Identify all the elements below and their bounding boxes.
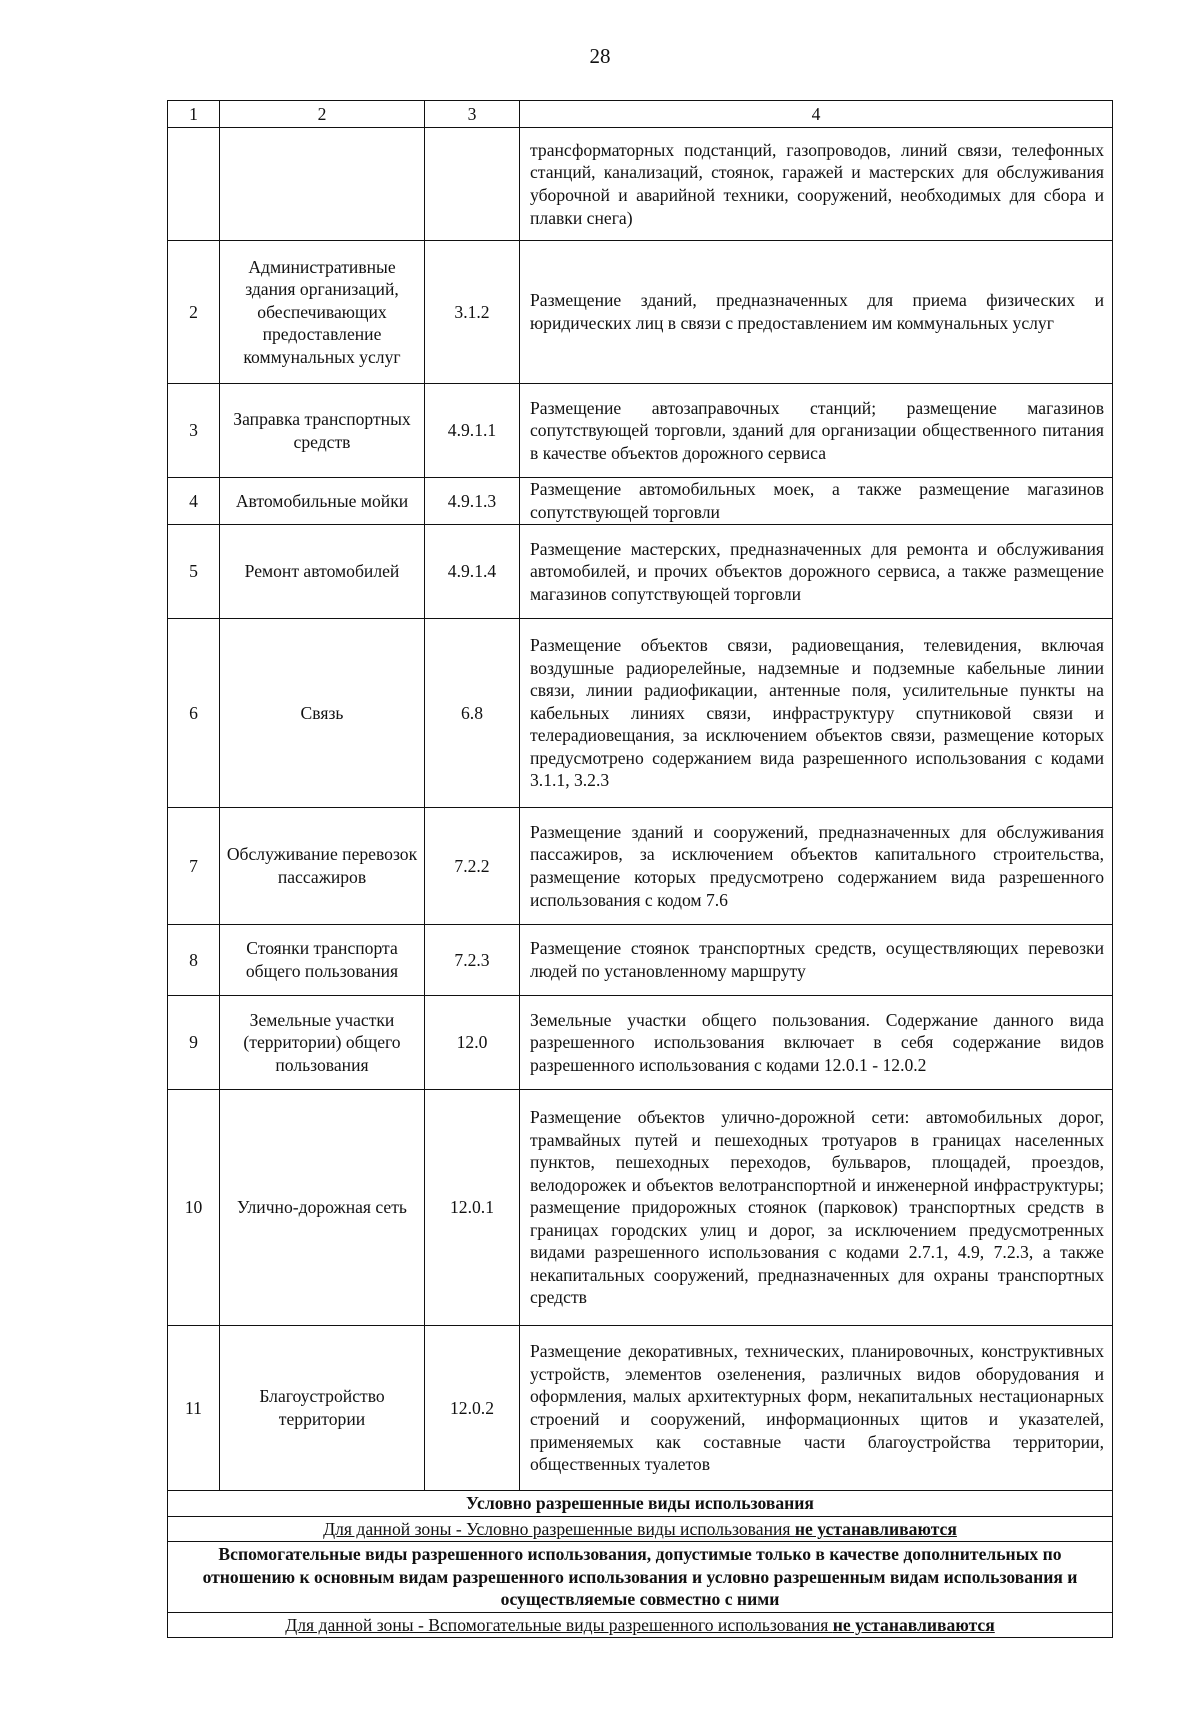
table-header-row <box>168 101 1113 128</box>
use-code: 12.0 <box>425 996 520 1090</box>
use-code: 7.2.3 <box>425 925 520 996</box>
table-row <box>168 241 1113 384</box>
conditional-uses-note <box>168 1516 1113 1542</box>
conditional-note-text: Для данной зоны - Условно разрешенные виды использования <box>323 1518 795 1539</box>
use-name: Автомобильные мойки <box>220 478 425 525</box>
auxiliary-uses-heading: Вспомогательные виды разрешенного использования, допустимые только в качестве дополнительных по отношению к основным видам разрешенного использования и условно разрешенным видам использования и осуществляемые совместно с ними <box>168 1542 1113 1613</box>
table-row <box>168 478 1113 525</box>
row-number: 4 <box>168 478 220 525</box>
use-description: Размещение зданий, предназначенных для приема физических и юридических лиц в связи с предоставлением им коммунальных услуг <box>520 241 1113 384</box>
table-row <box>168 384 1113 478</box>
zoning-table <box>167 100 1113 1638</box>
auxiliary-note-row <box>168 1612 1113 1638</box>
table-row <box>168 619 1113 808</box>
use-name: Стоянки транспорта общего пользования <box>220 925 425 996</box>
table-row <box>168 996 1113 1090</box>
use-code: 12.0.2 <box>425 1326 520 1491</box>
use-description: Размещение зданий и сооружений, предназначенных для обслуживания пассажиров, за исключением объектов капитального строительства, размещение которых предусмотрено содержанием вида разрешенного использования с кодом 7.6 <box>520 808 1113 925</box>
row-number: 3 <box>168 384 220 478</box>
auxiliary-note-bold: не устанавливаются <box>832 1614 995 1635</box>
row-number <box>168 128 220 241</box>
table-row <box>168 1326 1113 1491</box>
use-description: Размещение автомобильных моек, а также размещение магазинов сопутствующей торговли <box>520 478 1113 525</box>
use-description: Размещение декоративных, технических, планировочных, конструктивных устройств, элементов озеленения, различных видов оборудования и оформления, малых архитектурных форм, некапитальных нестационарных строений и сооружений, информационных щитов и указателей, применяемых как составные части благоустройства территории, общественных туалетов <box>520 1326 1113 1491</box>
conditional-uses-heading: Условно разрешенные виды использования <box>168 1491 1113 1517</box>
auxiliary-heading-row <box>168 1542 1113 1613</box>
use-name: Земельные участки (территории) общего пользования <box>220 996 425 1090</box>
use-code: 12.0.1 <box>425 1090 520 1326</box>
table-row <box>168 808 1113 925</box>
column-header: 1 <box>168 101 220 128</box>
conditional-heading-row <box>168 1491 1113 1517</box>
use-code: 7.2.2 <box>425 808 520 925</box>
use-description: Размещение мастерских, предназначенных для ремонта и обслуживания автомобилей, и прочих объектов дорожного сервиса, а также размещение магазинов сопутствующей торговли <box>520 525 1113 619</box>
table-row <box>168 1090 1113 1326</box>
row-number: 11 <box>168 1326 220 1491</box>
use-code: 3.1.2 <box>425 241 520 384</box>
row-number: 10 <box>168 1090 220 1326</box>
table-row <box>168 128 1113 241</box>
use-name: Административные здания организаций, обеспечивающих предоставление коммунальных услуг <box>220 241 425 384</box>
use-code: 4.9.1.4 <box>425 525 520 619</box>
table-row <box>168 525 1113 619</box>
row-number: 8 <box>168 925 220 996</box>
use-code: 4.9.1.1 <box>425 384 520 478</box>
use-code: 6.8 <box>425 619 520 808</box>
use-description: трансформаторных подстанций, газопроводов, линий связи, телефонных станций, канализаций, стоянок, гаражей и мастерских для обслуживания уборочной и аварийной техники, сооружений, необходимых для сбора и плавки снега) <box>520 128 1113 241</box>
use-name <box>220 128 425 241</box>
column-header: 4 <box>520 101 1113 128</box>
conditional-note-row <box>168 1516 1113 1542</box>
row-number: 5 <box>168 525 220 619</box>
row-number: 6 <box>168 619 220 808</box>
row-number: 2 <box>168 241 220 384</box>
auxiliary-uses-note <box>168 1612 1113 1638</box>
use-name: Благоустройство территории <box>220 1326 425 1491</box>
use-name: Ремонт автомобилей <box>220 525 425 619</box>
use-description: Земельные участки общего пользования. Содержание данного вида разрешенного использования включает в себя содержание видов разрешенного использования с кодами 12.0.1 - 12.0.2 <box>520 996 1113 1090</box>
row-number: 7 <box>168 808 220 925</box>
use-name: Улично-дорожная сеть <box>220 1090 425 1326</box>
use-description: Размещение стоянок транспортных средств, осуществляющих перевозки людей по установленному маршруту <box>520 925 1113 996</box>
column-header: 2 <box>220 101 425 128</box>
use-name: Заправка транспортных средств <box>220 384 425 478</box>
use-description: Размещение объектов связи, радиовещания, телевидения, включая воздушные радиорелейные, надземные и подземные кабельные линии связи, линии радиофикации, антенные поля, усилительные пункты на кабельных линиях связи, инфраструктуру спутниковой связи и телерадиовещания, за исключением объектов связи, размещение которых предусмотрено содержанием вида разрешенного использования с кодами 3.1.1, 3.2.3 <box>520 619 1113 808</box>
auxiliary-note-text: Для данной зоны - Вспомогательные виды разрешенного использования <box>285 1614 833 1635</box>
use-name: Связь <box>220 619 425 808</box>
use-code: 4.9.1.3 <box>425 478 520 525</box>
table-row <box>168 925 1113 996</box>
use-description: Размещение объектов улично-дорожной сети: автомобильных дорог, трамвайных путей и пешеходных тротуаров в границах населенных пунктов, пешеходных переходов, бульваров, площадей, проездов, велодорожек и объектов велотранспортной и инженерной инфраструктуры; размещение придорожных стоянок (парковок) транспортных средств в границах городских улиц и дорог, за исключением предусмотренных видами разрешенного использования с кодами 2.7.1, 4.9, 7.2.3, а также некапитальных сооружений, предназначенных для охраны транспортных средств <box>520 1090 1113 1326</box>
use-description: Размещение автозаправочных станций; размещение магазинов сопутствующей торговли, зданий для организации общественного питания в качестве объектов дорожного сервиса <box>520 384 1113 478</box>
conditional-note-bold: не устанавливаются <box>794 1518 957 1539</box>
use-name: Обслуживание перевозок пассажиров <box>220 808 425 925</box>
use-code <box>425 128 520 241</box>
page-number: 28 <box>589 44 611 68</box>
row-number: 9 <box>168 996 220 1090</box>
column-header: 3 <box>425 101 520 128</box>
